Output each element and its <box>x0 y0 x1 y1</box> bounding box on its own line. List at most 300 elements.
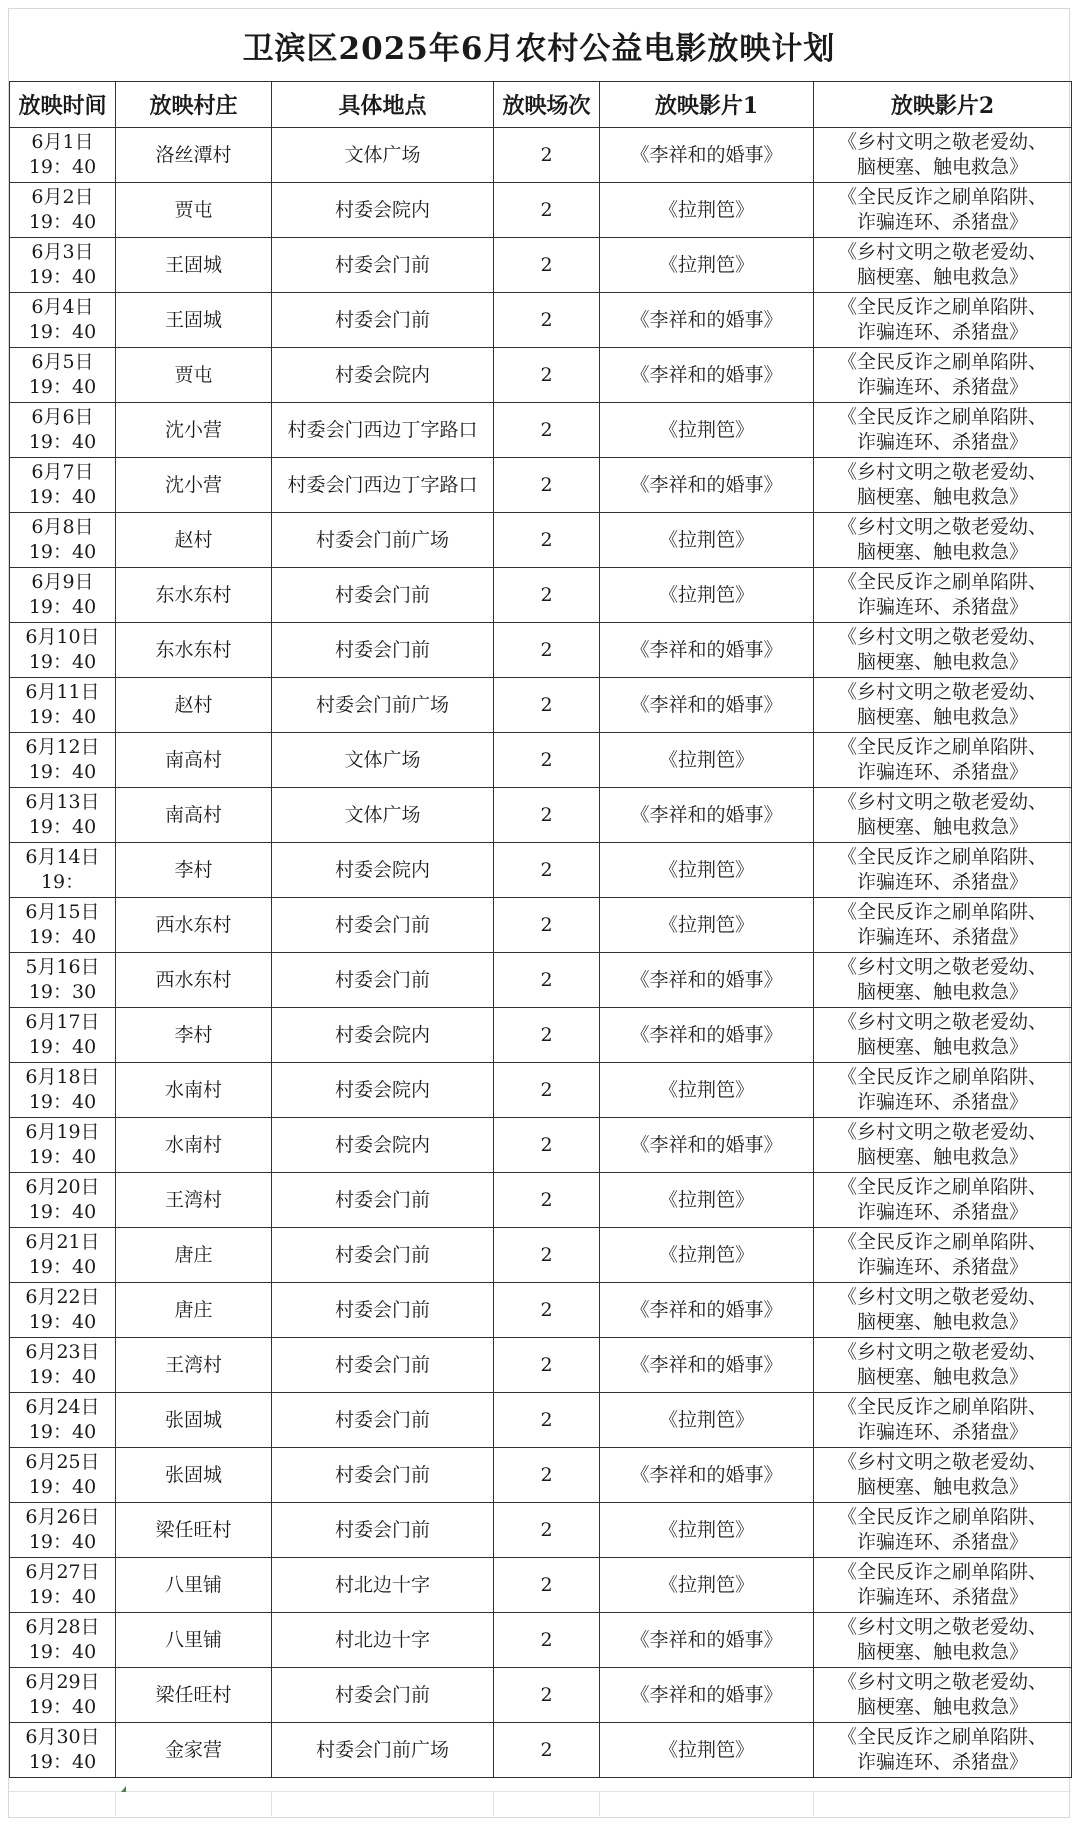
film2-line-2: 诈骗连环、杀猪盘》 <box>856 1421 1028 1443</box>
screening-clock-time: 19：40 <box>28 651 97 673</box>
film2-line-2: 脑梗塞、触电救急》 <box>856 816 1028 838</box>
screening-date: 6月7日 <box>31 461 94 483</box>
screening-clock-time: 19：40 <box>28 1751 97 1773</box>
table-row <box>10 788 1072 843</box>
place-cell: 文体广场 <box>272 733 494 788</box>
table-row <box>10 1063 1072 1118</box>
place-cell: 村委会门前 <box>272 1393 494 1448</box>
screening-clock-time: 19：40 <box>28 761 97 783</box>
village-cell: 八里铺 <box>116 1613 272 1668</box>
film2-line-2: 脑梗塞、触电救急》 <box>856 1036 1028 1058</box>
film1-cell: 《李祥和的婚事》 <box>600 348 814 403</box>
village-cell: 西水东村 <box>116 953 272 1008</box>
place-cell: 村委会门西边丁字路口 <box>272 403 494 458</box>
film2-cell <box>814 1283 1072 1338</box>
column-header-time: 放映时间 <box>10 82 116 128</box>
screening-time-cell <box>10 1393 116 1448</box>
film1-cell: 《李祥和的婚事》 <box>600 1283 814 1338</box>
film2-line-1: 《全民反诈之刷单陷阱、 <box>837 296 1047 318</box>
place-cell: 村委会门前 <box>272 238 494 293</box>
place-cell: 村委会门前广场 <box>272 513 494 568</box>
screening-date: 6月17日 <box>25 1011 100 1033</box>
screening-count-cell: 2 <box>494 1228 600 1283</box>
village-cell: 东水东村 <box>116 623 272 678</box>
film2-line-1: 《全民反诈之刷单陷阱、 <box>837 1231 1047 1253</box>
film2-line-1: 《乡村文明之敬老爱幼、 <box>837 956 1047 978</box>
screening-count-cell: 2 <box>494 293 600 348</box>
screening-clock-time: 19：40 <box>28 541 97 563</box>
place-cell: 村委会院内 <box>272 843 494 898</box>
film2-cell <box>814 1008 1072 1063</box>
screening-date: 6月1日 <box>31 131 94 153</box>
place-cell: 村北边十字 <box>272 1613 494 1668</box>
screening-count-cell: 2 <box>494 1008 600 1063</box>
place-cell: 村委会门前 <box>272 568 494 623</box>
place-cell: 村委会院内 <box>272 348 494 403</box>
film2-line-1: 《乡村文明之敬老爱幼、 <box>837 516 1047 538</box>
village-cell: 东水东村 <box>116 568 272 623</box>
screening-time-cell <box>10 953 116 1008</box>
village-cell: 梁任旺村 <box>116 1503 272 1558</box>
screening-clock-time: 19：40 <box>28 1366 97 1388</box>
screening-date: 6月18日 <box>25 1066 100 1088</box>
screening-count-cell: 2 <box>494 1393 600 1448</box>
film2-line-1: 《乡村文明之敬老爱幼、 <box>837 131 1047 153</box>
film2-line-2: 诈骗连环、杀猪盘》 <box>856 1256 1028 1278</box>
screening-clock-time: 19： <box>40 871 85 893</box>
village-cell: 水南村 <box>116 1063 272 1118</box>
film2-cell <box>814 183 1072 238</box>
column-header-count: 放映场次 <box>494 82 600 128</box>
film2-cell <box>814 403 1072 458</box>
film2-line-2: 脑梗塞、触电救急》 <box>856 1146 1028 1168</box>
screening-time-cell <box>10 1448 116 1503</box>
film2-line-2: 诈骗连环、杀猪盘》 <box>856 431 1028 453</box>
screening-time-cell <box>10 1063 116 1118</box>
screening-clock-time: 19：40 <box>28 156 97 178</box>
film1-cell: 《李祥和的婚事》 <box>600 1338 814 1393</box>
film2-line-1: 《全民反诈之刷单陷阱、 <box>837 846 1047 868</box>
place-cell: 村委会门前 <box>272 1338 494 1393</box>
column-header-place: 具体地点 <box>272 82 494 128</box>
place-cell: 村委会门前 <box>272 1173 494 1228</box>
screening-date: 6月10日 <box>25 626 100 648</box>
village-cell: 金家营 <box>116 1723 272 1778</box>
screening-time-cell <box>10 623 116 678</box>
screening-count-cell: 2 <box>494 1723 600 1778</box>
film2-line-2: 诈骗连环、杀猪盘》 <box>856 1751 1028 1773</box>
film1-cell: 《拉荆笆》 <box>600 183 814 238</box>
screening-date: 6月12日 <box>25 736 100 758</box>
film2-line-1: 《全民反诈之刷单陷阱、 <box>837 571 1047 593</box>
village-cell: 张固城 <box>116 1393 272 1448</box>
column-header-film2: 放映影片2 <box>814 82 1072 128</box>
footer-gridline <box>271 1792 272 1816</box>
film2-cell <box>814 678 1072 733</box>
screening-clock-time: 19：40 <box>28 1311 97 1333</box>
film1-cell: 《拉荆笆》 <box>600 1063 814 1118</box>
film1-cell: 《李祥和的婚事》 <box>600 953 814 1008</box>
screening-date: 5月16日 <box>25 956 100 978</box>
screening-time-cell <box>10 898 116 953</box>
film1-cell: 《李祥和的婚事》 <box>600 1008 814 1063</box>
film2-line-1: 《乡村文明之敬老爱幼、 <box>837 461 1047 483</box>
film1-cell: 《拉荆笆》 <box>600 513 814 568</box>
screening-time-cell <box>10 1283 116 1338</box>
screening-time-cell <box>10 183 116 238</box>
village-cell: 西水东村 <box>116 898 272 953</box>
screening-time-cell <box>10 1118 116 1173</box>
screening-date: 6月9日 <box>31 571 94 593</box>
screening-count-cell: 2 <box>494 678 600 733</box>
screening-clock-time: 19：40 <box>28 321 97 343</box>
table-row <box>10 1338 1072 1393</box>
film1-cell: 《拉荆笆》 <box>600 1393 814 1448</box>
table-row <box>10 1723 1072 1778</box>
screening-date: 6月25日 <box>25 1451 100 1473</box>
screening-date: 6月27日 <box>25 1561 100 1583</box>
film1-cell: 《李祥和的婚事》 <box>600 623 814 678</box>
screening-count-cell: 2 <box>494 458 600 513</box>
film1-cell: 《李祥和的婚事》 <box>600 293 814 348</box>
screening-count-cell: 2 <box>494 843 600 898</box>
film2-line-2: 诈骗连环、杀猪盘》 <box>856 871 1028 893</box>
film2-line-2: 脑梗塞、触电救急》 <box>856 706 1028 728</box>
screening-count-cell: 2 <box>494 953 600 1008</box>
film1-cell: 《李祥和的婚事》 <box>600 788 814 843</box>
film2-line-2: 诈骗连环、杀猪盘》 <box>856 376 1028 398</box>
screening-time-cell <box>10 1668 116 1723</box>
film2-line-2: 脑梗塞、触电救急》 <box>856 1366 1028 1388</box>
screening-clock-time: 19：40 <box>28 596 97 618</box>
film2-line-1: 《全民反诈之刷单陷阱、 <box>837 901 1047 923</box>
screening-count-cell: 2 <box>494 623 600 678</box>
table-row <box>10 1008 1072 1063</box>
table-row <box>10 1448 1072 1503</box>
screening-count-cell: 2 <box>494 238 600 293</box>
film2-line-1: 《乡村文明之敬老爱幼、 <box>837 1121 1047 1143</box>
table-body <box>10 128 1072 1778</box>
screening-clock-time: 19：40 <box>28 1696 97 1718</box>
footer-gridline <box>813 1792 814 1816</box>
film2-line-2: 诈骗连环、杀猪盘》 <box>856 596 1028 618</box>
table-row <box>10 458 1072 513</box>
screening-date: 6月5日 <box>31 351 94 373</box>
film2-cell <box>814 788 1072 843</box>
screening-time-cell <box>10 843 116 898</box>
film1-cell: 《拉荆笆》 <box>600 238 814 293</box>
column-header-village: 放映村庄 <box>116 82 272 128</box>
screening-date: 6月21日 <box>25 1231 100 1253</box>
table-row <box>10 623 1072 678</box>
place-cell: 村委会门前 <box>272 293 494 348</box>
film1-cell: 《拉荆笆》 <box>600 568 814 623</box>
table-row <box>10 1283 1072 1338</box>
table-row <box>10 1668 1072 1723</box>
village-cell: 唐庄 <box>116 1228 272 1283</box>
screening-clock-time: 19：40 <box>28 1091 97 1113</box>
screening-date: 6月28日 <box>25 1616 100 1638</box>
film1-cell: 《李祥和的婚事》 <box>600 1613 814 1668</box>
place-cell: 村委会门前 <box>272 898 494 953</box>
screening-count-cell: 2 <box>494 733 600 788</box>
screening-count-cell: 2 <box>494 898 600 953</box>
screening-count-cell: 2 <box>494 1283 600 1338</box>
film2-line-1: 《乡村文明之敬老爱幼、 <box>837 1011 1047 1033</box>
film2-line-2: 脑梗塞、触电救急》 <box>856 1696 1028 1718</box>
place-cell: 文体广场 <box>272 128 494 183</box>
place-cell: 村委会门前 <box>272 1668 494 1723</box>
film2-line-1: 《全民反诈之刷单陷阱、 <box>837 1396 1047 1418</box>
screening-date: 6月11日 <box>25 681 100 703</box>
place-cell: 村委会门前 <box>272 1228 494 1283</box>
screening-time-cell <box>10 348 116 403</box>
film2-line-2: 诈骗连环、杀猪盘》 <box>856 321 1028 343</box>
screening-date: 6月20日 <box>25 1176 100 1198</box>
table-row <box>10 1118 1072 1173</box>
screening-clock-time: 19：40 <box>28 266 97 288</box>
film2-line-1: 《全民反诈之刷单陷阱、 <box>837 351 1047 373</box>
screening-date: 6月13日 <box>25 791 100 813</box>
place-cell: 村委会门前 <box>272 953 494 1008</box>
film1-cell: 《拉荆笆》 <box>600 1503 814 1558</box>
village-cell: 李村 <box>116 843 272 898</box>
screening-count-cell: 2 <box>494 128 600 183</box>
screening-clock-time: 19：40 <box>28 1641 97 1663</box>
screening-count-cell: 2 <box>494 1448 600 1503</box>
table-header-row <box>10 82 1072 128</box>
screening-count-cell: 2 <box>494 183 600 238</box>
table-row <box>10 293 1072 348</box>
screening-plan-table <box>9 81 1072 1778</box>
film2-cell <box>814 1063 1072 1118</box>
film1-cell: 《拉荆笆》 <box>600 1723 814 1778</box>
film2-line-1: 《全民反诈之刷单陷阱、 <box>837 1726 1047 1748</box>
screening-count-cell: 2 <box>494 1338 600 1393</box>
screening-count-cell: 2 <box>494 1558 600 1613</box>
screening-clock-time: 19：40 <box>28 1036 97 1058</box>
screening-clock-time: 19：40 <box>28 1146 97 1168</box>
screening-count-cell: 2 <box>494 1173 600 1228</box>
screening-count-cell: 2 <box>494 1503 600 1558</box>
table-row <box>10 238 1072 293</box>
place-cell: 村委会门西边丁字路口 <box>272 458 494 513</box>
screening-time-cell <box>10 1558 116 1613</box>
screening-clock-time: 19：40 <box>28 706 97 728</box>
place-cell: 村委会门前 <box>272 1448 494 1503</box>
village-cell: 李村 <box>116 1008 272 1063</box>
film2-cell <box>814 1503 1072 1558</box>
film2-line-2: 脑梗塞、触电救急》 <box>856 541 1028 563</box>
place-cell: 村委会门前广场 <box>272 678 494 733</box>
screening-clock-time: 19：40 <box>28 211 97 233</box>
place-cell: 村委会院内 <box>272 1118 494 1173</box>
village-cell: 贾屯 <box>116 348 272 403</box>
film2-line-2: 诈骗连环、杀猪盘》 <box>856 1091 1028 1113</box>
screening-clock-time: 19：30 <box>28 981 97 1003</box>
film2-line-1: 《全民反诈之刷单陷阱、 <box>837 736 1047 758</box>
screening-time-cell <box>10 1723 116 1778</box>
screening-time-cell <box>10 458 116 513</box>
place-cell: 村委会门前 <box>272 623 494 678</box>
screening-time-cell <box>10 513 116 568</box>
screening-count-cell: 2 <box>494 1613 600 1668</box>
screening-clock-time: 19：40 <box>28 1476 97 1498</box>
screening-clock-time: 19：40 <box>28 1421 97 1443</box>
place-cell: 村委会门前 <box>272 1283 494 1338</box>
screening-time-cell <box>10 1613 116 1668</box>
screening-time-cell <box>10 238 116 293</box>
film1-cell: 《拉荆笆》 <box>600 843 814 898</box>
place-cell: 村委会院内 <box>272 1063 494 1118</box>
film1-cell: 《拉荆笆》 <box>600 403 814 458</box>
village-cell: 王湾村 <box>116 1338 272 1393</box>
village-cell: 沈小营 <box>116 403 272 458</box>
screening-time-cell <box>10 568 116 623</box>
screening-date: 6月8日 <box>31 516 94 538</box>
film2-cell <box>814 953 1072 1008</box>
screening-time-cell <box>10 403 116 458</box>
film1-cell: 《拉荆笆》 <box>600 898 814 953</box>
village-cell: 王湾村 <box>116 1173 272 1228</box>
film2-cell <box>814 1558 1072 1613</box>
film2-cell <box>814 1173 1072 1228</box>
village-cell: 南高村 <box>116 733 272 788</box>
screening-time-cell <box>10 1228 116 1283</box>
film1-cell: 《李祥和的婚事》 <box>600 678 814 733</box>
village-cell: 王固城 <box>116 238 272 293</box>
village-cell: 唐庄 <box>116 1283 272 1338</box>
table-row <box>10 898 1072 953</box>
empty-footer-row <box>9 1791 1071 1816</box>
film2-line-2: 诈骗连环、杀猪盘》 <box>856 1586 1028 1608</box>
screening-date: 6月24日 <box>25 1396 100 1418</box>
film2-line-1: 《乡村文明之敬老爱幼、 <box>837 1616 1047 1638</box>
table-row <box>10 1228 1072 1283</box>
footer-gridline <box>115 1792 116 1816</box>
screening-clock-time: 19：40 <box>28 431 97 453</box>
film1-cell: 《李祥和的婚事》 <box>600 1118 814 1173</box>
screening-time-cell <box>10 1008 116 1063</box>
village-cell: 水南村 <box>116 1118 272 1173</box>
film2-cell <box>814 623 1072 678</box>
screening-time-cell <box>10 678 116 733</box>
screening-time-cell <box>10 733 116 788</box>
film2-line-2: 诈骗连环、杀猪盘》 <box>856 1201 1028 1223</box>
film1-cell: 《李祥和的婚事》 <box>600 458 814 513</box>
screening-clock-time: 19：40 <box>28 1256 97 1278</box>
screening-date: 6月23日 <box>25 1341 100 1363</box>
screening-date: 6月26日 <box>25 1506 100 1528</box>
film2-line-2: 脑梗塞、触电救急》 <box>856 156 1028 178</box>
table-row <box>10 403 1072 458</box>
film2-line-1: 《全民反诈之刷单陷阱、 <box>837 1506 1047 1528</box>
film2-cell <box>814 1118 1072 1173</box>
table-row <box>10 348 1072 403</box>
village-cell: 梁任旺村 <box>116 1668 272 1723</box>
screening-date: 6月6日 <box>31 406 94 428</box>
film1-cell: 《李祥和的婚事》 <box>600 1668 814 1723</box>
table-row <box>10 128 1072 183</box>
cell-error-indicator-icon <box>121 1786 126 1792</box>
village-cell: 张固城 <box>116 1448 272 1503</box>
table-row <box>10 843 1072 898</box>
village-cell: 八里铺 <box>116 1558 272 1613</box>
film2-line-2: 诈骗连环、杀猪盘》 <box>856 211 1028 233</box>
film2-line-1: 《乡村文明之敬老爱幼、 <box>837 1671 1047 1693</box>
place-cell: 村北边十字 <box>272 1558 494 1613</box>
screening-count-cell: 2 <box>494 1668 600 1723</box>
film2-line-2: 脑梗塞、触电救急》 <box>856 981 1028 1003</box>
table-row <box>10 678 1072 733</box>
film2-line-1: 《全民反诈之刷单陷阱、 <box>837 1561 1047 1583</box>
screening-clock-time: 19：40 <box>28 486 97 508</box>
screening-date: 6月2日 <box>31 186 94 208</box>
film2-line-2: 脑梗塞、触电救急》 <box>856 651 1028 673</box>
film2-cell <box>814 1668 1072 1723</box>
film2-cell <box>814 733 1072 788</box>
table-row <box>10 1173 1072 1228</box>
screening-count-cell: 2 <box>494 1118 600 1173</box>
film2-line-1: 《乡村文明之敬老爱幼、 <box>837 1451 1047 1473</box>
screening-count-cell: 2 <box>494 568 600 623</box>
film2-line-1: 《乡村文明之敬老爱幼、 <box>837 681 1047 703</box>
film2-line-2: 诈骗连环、杀猪盘》 <box>856 761 1028 783</box>
film2-line-2: 脑梗塞、触电救急》 <box>856 486 1028 508</box>
film2-line-1: 《全民反诈之刷单陷阱、 <box>837 1066 1047 1088</box>
film2-line-2: 脑梗塞、触电救急》 <box>856 1311 1028 1333</box>
screening-time-cell <box>10 1338 116 1393</box>
footer-gridline <box>493 1792 494 1816</box>
film1-cell: 《拉荆笆》 <box>600 1228 814 1283</box>
film1-cell: 《拉荆笆》 <box>600 1173 814 1228</box>
screening-count-cell: 2 <box>494 348 600 403</box>
film2-cell <box>814 1723 1072 1778</box>
table-row <box>10 513 1072 568</box>
film2-cell <box>814 843 1072 898</box>
village-cell: 贾屯 <box>116 183 272 238</box>
place-cell: 文体广场 <box>272 788 494 843</box>
place-cell: 村委会门前 <box>272 1503 494 1558</box>
table-row <box>10 1558 1072 1613</box>
film2-cell <box>814 568 1072 623</box>
film2-line-1: 《全民反诈之刷单陷阱、 <box>837 186 1047 208</box>
screening-date: 6月19日 <box>25 1121 100 1143</box>
film2-cell <box>814 293 1072 348</box>
film2-cell <box>814 1338 1072 1393</box>
spreadsheet-page <box>8 8 1070 1818</box>
screening-time-cell <box>10 293 116 348</box>
table-row <box>10 1503 1072 1558</box>
film2-cell <box>814 1393 1072 1448</box>
screening-clock-time: 19：40 <box>28 816 97 838</box>
village-cell: 王固城 <box>116 293 272 348</box>
screening-time-cell <box>10 1173 116 1228</box>
screening-clock-time: 19：40 <box>28 1586 97 1608</box>
screening-clock-time: 19：40 <box>28 376 97 398</box>
film2-line-2: 诈骗连环、杀猪盘》 <box>856 926 1028 948</box>
screening-count-cell: 2 <box>494 513 600 568</box>
place-cell: 村委会院内 <box>272 1008 494 1063</box>
column-header-film1: 放映影片1 <box>600 82 814 128</box>
screening-time-cell <box>10 788 116 843</box>
film2-line-2: 脑梗塞、触电救急》 <box>856 1641 1028 1663</box>
film2-line-1: 《乡村文明之敬老爱幼、 <box>837 626 1047 648</box>
screening-date: 6月14日 <box>25 846 100 868</box>
village-cell: 赵村 <box>116 513 272 568</box>
film2-cell <box>814 348 1072 403</box>
screening-date: 6月29日 <box>25 1671 100 1693</box>
